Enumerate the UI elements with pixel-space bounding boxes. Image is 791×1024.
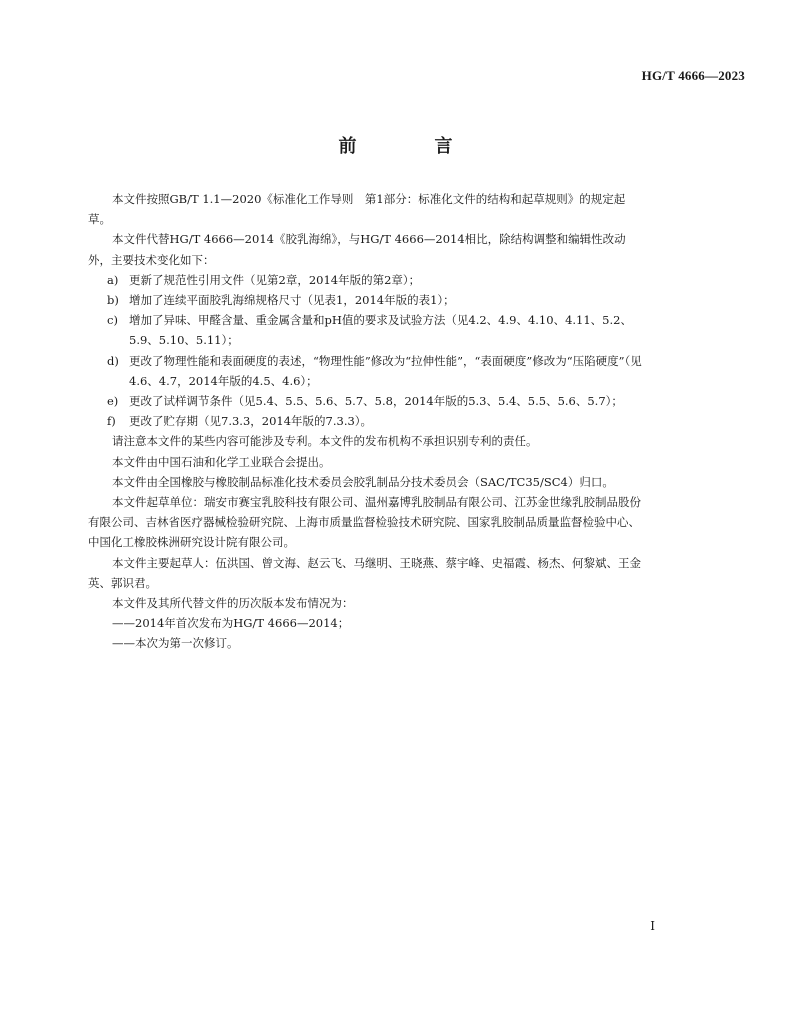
list-item <box>88 310 648 350</box>
list-item-text: 更改了物理性能和表面硬度的表述，“物理性能”修改为“拉伸性能”，“表面硬度”修改为“压陷硬度”（见4.6、4.7，2014年版的4.5、4.6）； <box>129 353 642 388</box>
list-item <box>88 270 648 290</box>
standard-code: HG/T 4666—2023 <box>641 68 745 83</box>
paragraph-replacement: 本文件代替HG/T 4666—2014《胶乳海绵》，与HG/T 4666—2014相比，除结构调整和编辑性改动外，主要技术变化如下： <box>88 232 626 267</box>
list-item-label: f) <box>107 414 116 429</box>
list-item-text: 增加了连续平面胶乳海绵规格尺寸（见表1，2014年版的表1）； <box>129 293 455 308</box>
list-item <box>88 351 648 391</box>
paragraph-proposer: 本文件由中国石油和化学工业联合会提出。 <box>112 454 331 469</box>
history-item: ——2014年首次发布为HG/T 4666—2014； <box>112 616 350 631</box>
list-item <box>88 290 648 310</box>
history-item: ——本次为第一次修订。 <box>112 636 239 651</box>
changes-list <box>88 270 648 432</box>
list-item-label: c) <box>107 313 118 328</box>
list-item-label: e) <box>107 394 119 409</box>
paragraph-drafters: 本文件主要起草人：伍洪国、曾文海、赵云飞、马继明、王晓燕、蔡宇峰、史福霞、杨杰、何黎斌、王金英、郭识君。 <box>88 555 641 590</box>
page-title: 前 言 <box>338 136 483 157</box>
foreword-body <box>88 189 648 654</box>
list-item-text: 增加了异味、甲醛含量、重金属含量和pH值的要求及试验方法（见4.2、4.9、4.10、4.11、5.2、5.9、5.10、5.11）； <box>129 313 632 348</box>
paragraph-history-intro: 本文件及其所代替文件的历次版本发布情况为： <box>112 596 354 611</box>
list-item <box>88 411 648 431</box>
list-item-label: d) <box>107 353 119 368</box>
paragraph-committee: 本文件由全国橡胶与橡胶制品标准化技术委员会胶乳制品分技术委员会（SAC/TC35/SC4）归口。 <box>112 474 614 489</box>
page-number: I <box>650 919 655 933</box>
list-item-label: b) <box>107 293 119 308</box>
list-item-text: 更改了试样调节条件（见5.4、5.5、5.6、5.7、5.8，2014年版的5.3、5.4、5.5、5.6、5.7）； <box>129 394 623 409</box>
paragraph-patent-notice: 请注意本文件的某些内容可能涉及专利。本文件的发布机构不承担识别专利的责任。 <box>112 434 538 449</box>
paragraph-drafting-units: 本文件起草单位：瑞安市赛宝乳胶科技有限公司、温州嘉博乳胶制品有限公司、江苏金世缘乳胶制品股份有限公司、吉林省医疗器械检验研究院、上海市质量监督检验技术研究院、国家乳胶制品质量监督检验中心、中国化工橡胶株洲研究设计院有限公司。 <box>88 495 641 550</box>
list-item <box>88 391 648 411</box>
list-item-text: 更新了规范性引用文件（见第2章，2014年版的第2章）； <box>129 272 421 287</box>
paragraph-drafting-rule: 本文件按照GB/T 1.1—2020《标准化工作导则 第1部分：标准化文件的结构和起草规则》的规定起草。 <box>88 192 626 227</box>
list-item-text: 更改了贮存期（见7.3.3，2014年版的7.3.3）。 <box>129 414 373 429</box>
list-item-label: a) <box>107 272 119 287</box>
